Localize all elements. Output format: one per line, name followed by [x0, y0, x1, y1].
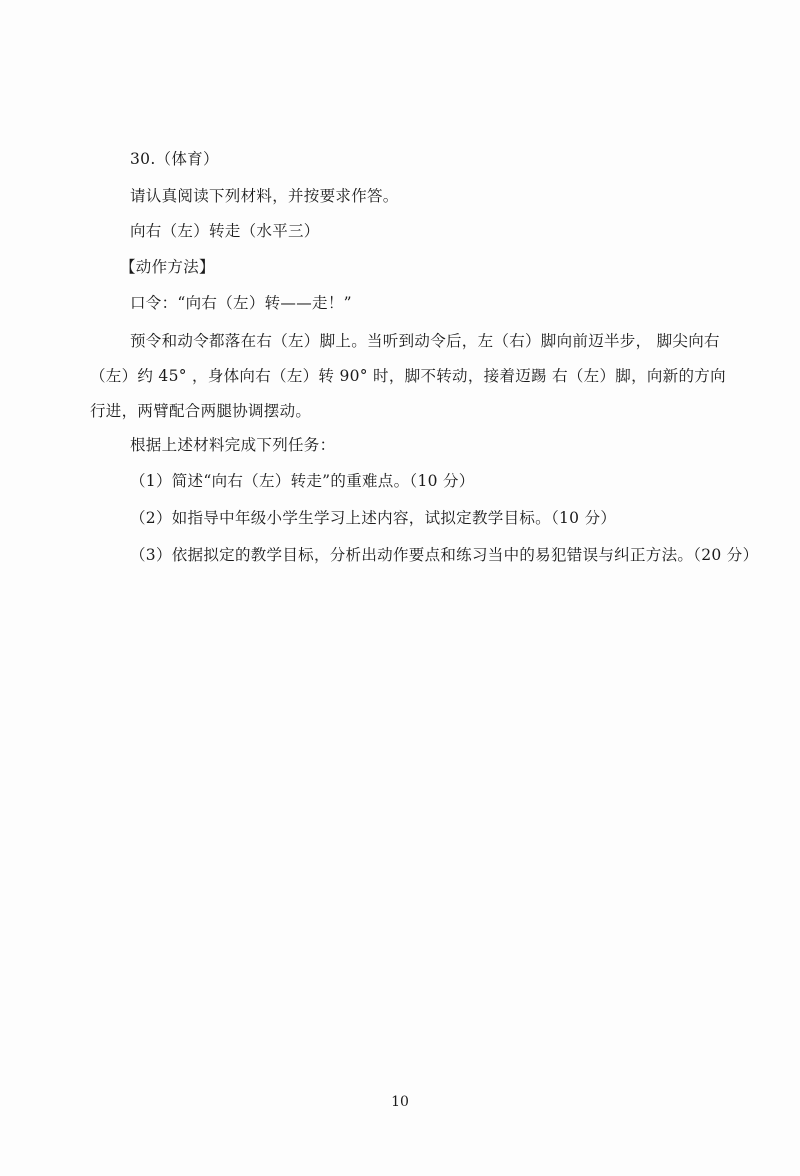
method-heading: 【动作方法】 — [120, 258, 215, 276]
instruction-text: 请认真阅读下列材料，并按要求作答。 — [130, 187, 399, 205]
question-number: 30.（体育） — [130, 150, 219, 168]
method-description: 预令和动令都落在右（左）脚上。当听到动令后，左（右）脚向前迈半步， 脚尖向右（左）约 45° ，身体向右（左）转 90° 时，脚不转动，接着迈踢 右（左）脚，向新的方向行进，两臂配合两腿协调摆动。 — [90, 332, 726, 420]
command-text: 口令：“向右（左）转——走！” — [130, 294, 352, 312]
task-item-2: （2）如指导中年级小学生学习上述内容，试拟定教学目标。（10 分） — [130, 509, 617, 527]
task-item-3: （3）依据拟定的教学目标，分析出动作要点和练习当中的易犯错误与纠正方法。（20 分） — [130, 546, 759, 564]
task-item-1: （1）简述“向右（左）转走”的重难点。（10 分） — [130, 472, 475, 490]
page-number: 10 — [391, 1094, 409, 1110]
topic-title: 向右（左）转走（水平三） — [130, 222, 320, 240]
task-intro: 根据上述材料完成下列任务： — [130, 436, 336, 454]
